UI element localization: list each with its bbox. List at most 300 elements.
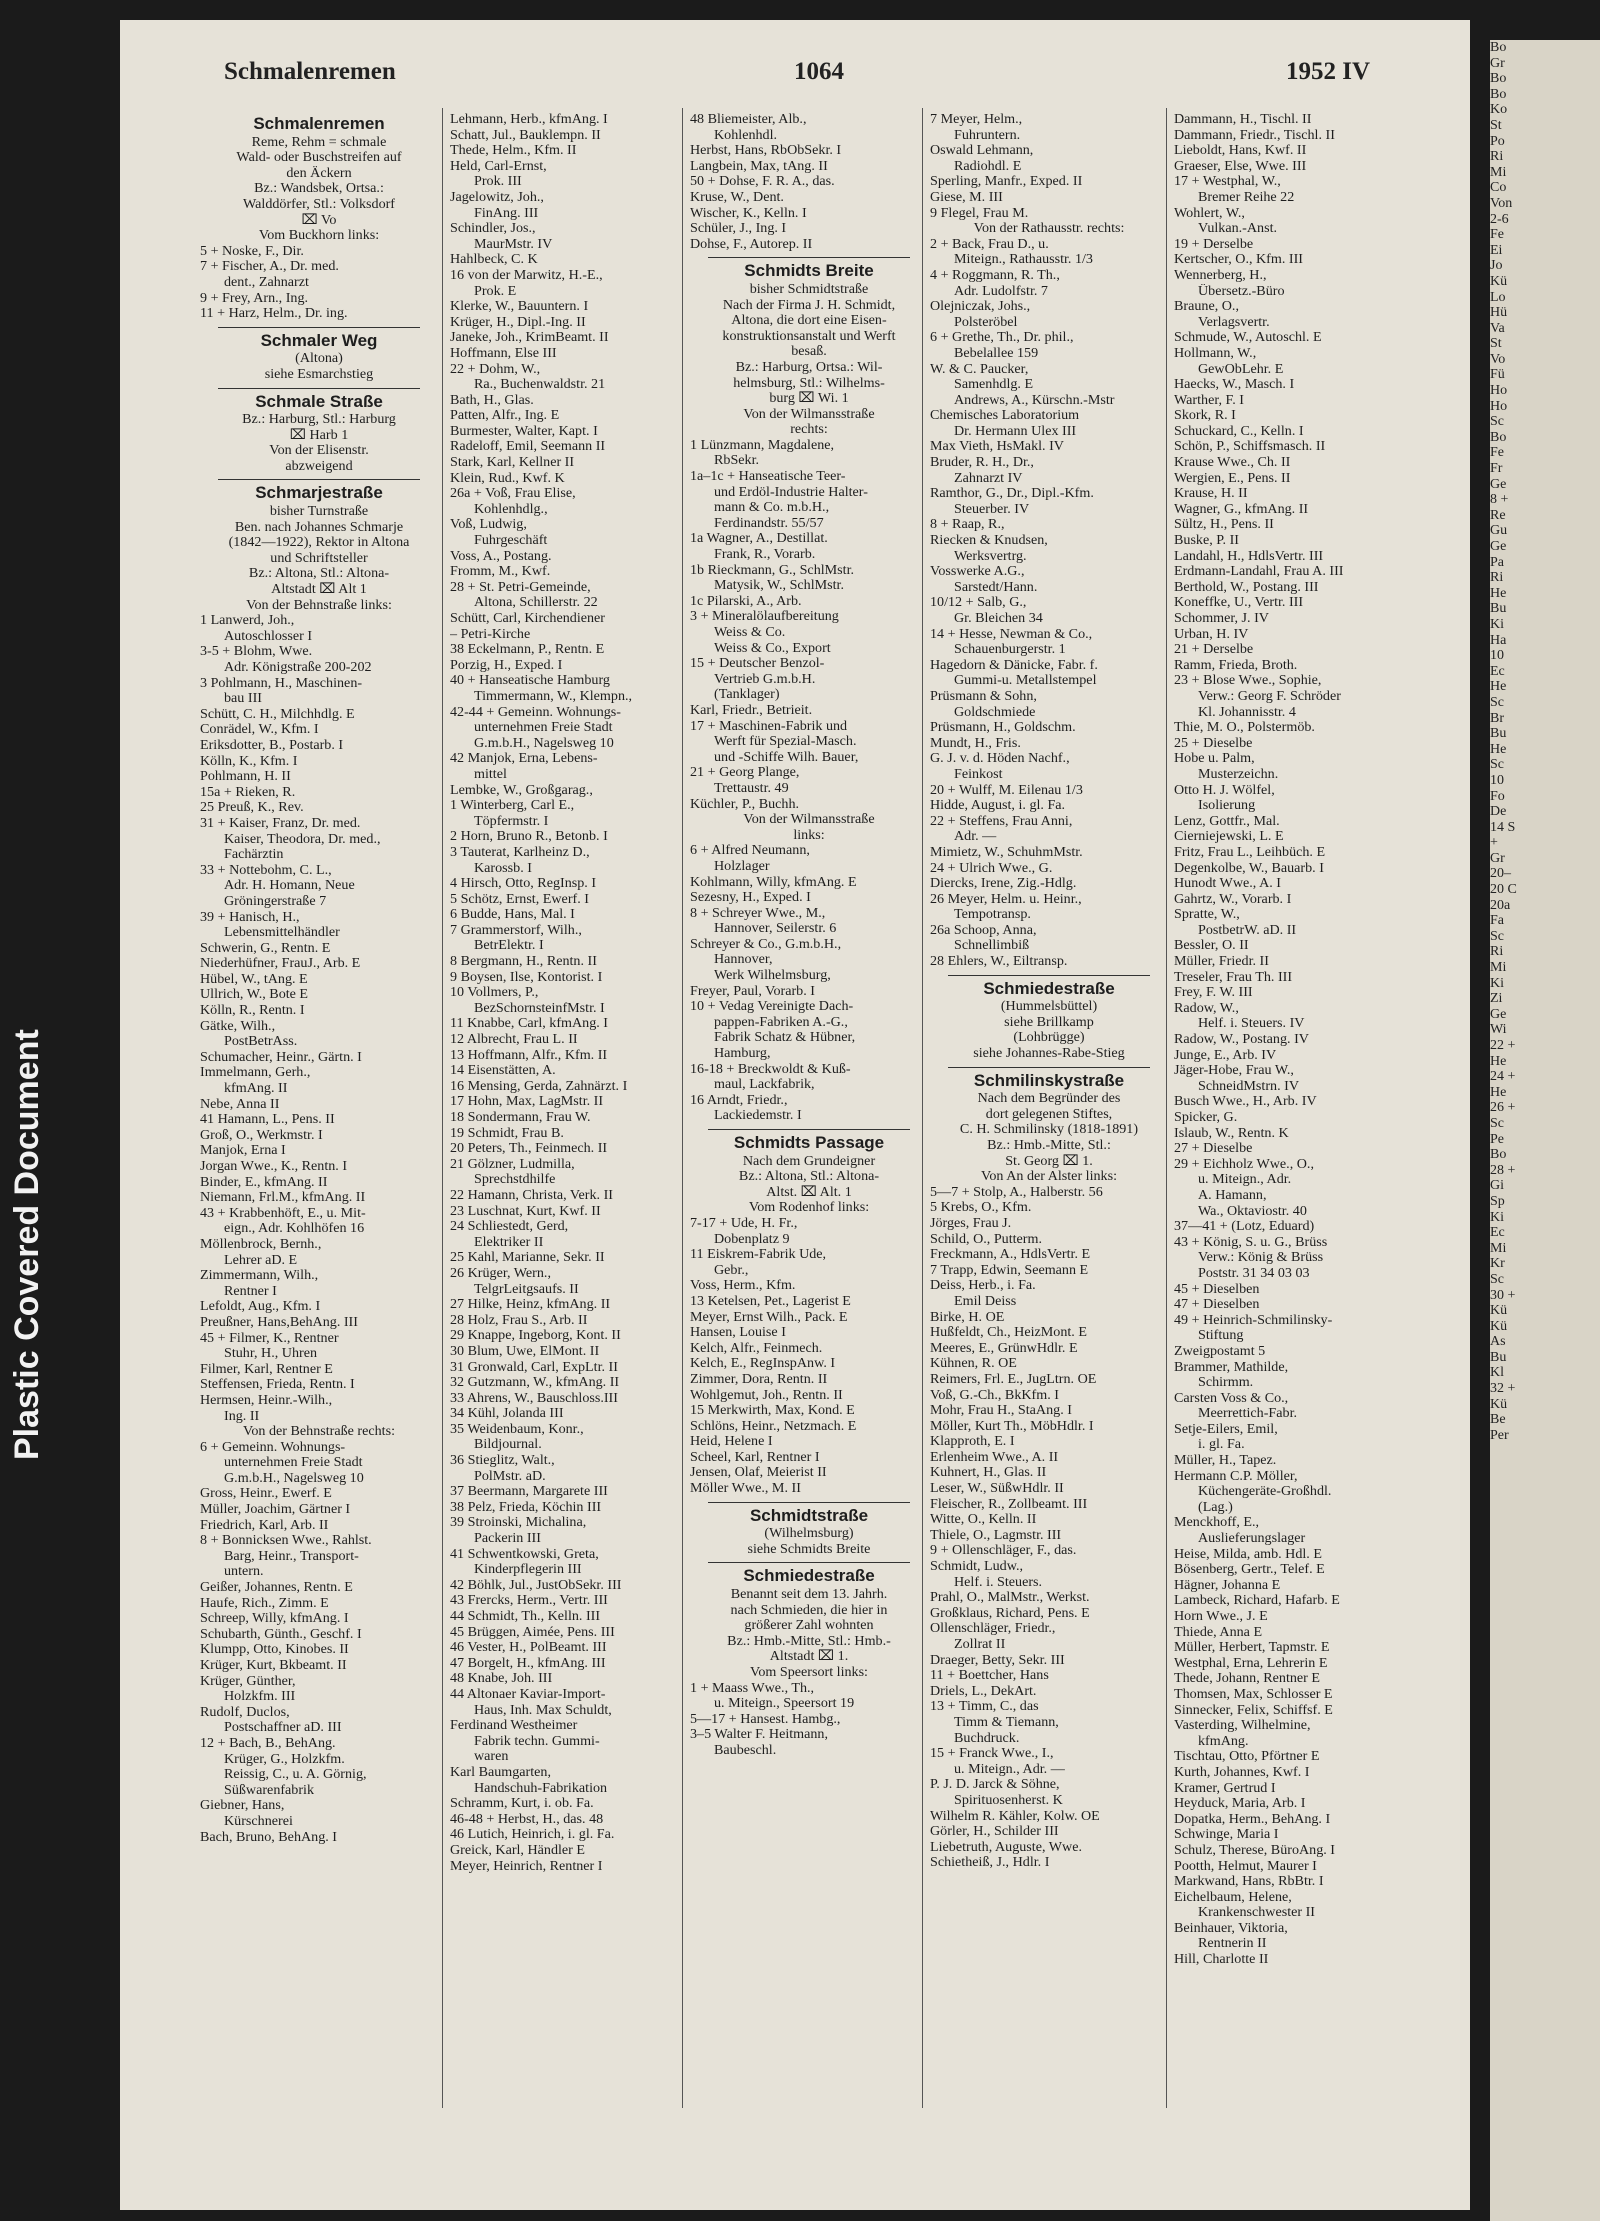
directory-entry: 19 Schmidt, Frau B. [450, 1125, 564, 1141]
directory-entry: 17 + Westphal, W., [1174, 174, 1281, 190]
directory-entry: Wischer, K., Kelln. I [690, 205, 807, 221]
directory-entry: Berthold, W., Postang. III [1174, 579, 1319, 595]
street-note: Bz.: Harburg, Stl.: Harburg [242, 412, 396, 428]
directory-entry: 28 Ehlers, W., Eiltransp. [930, 954, 1068, 970]
directory-entry: Timm & Tiemann, [954, 1714, 1059, 1730]
street-heading: Schmalenremen [253, 114, 385, 133]
directory-entry: Setje-Eilers, Emil, [1174, 1421, 1278, 1437]
section-rule [218, 479, 420, 480]
directory-entry: Andrews, A., Kürschn.-Mstr [954, 392, 1115, 408]
directory-entry: 17 + Maschinen-Fabrik und [690, 718, 848, 734]
directory-entry: Filmer, Karl, Rentner E [200, 1361, 333, 1377]
directory-entry: Kühnen, R. OE [930, 1356, 1017, 1372]
directory-entry: 43 + Krabbenhöft, E., u. Mit- [200, 1205, 366, 1221]
directory-entry: Gr. Bleichen 34 [954, 611, 1043, 626]
directory-entry: TelgrLeitgsaufs. II [474, 1281, 579, 1297]
directory-entry: Karl Baumgarten, [450, 1764, 551, 1780]
directory-entry: Schmude, W., Autoschl. E [1174, 330, 1322, 346]
edge-fragment: Ge [1490, 539, 1507, 554]
street-heading: Schmiedestraße [743, 1566, 875, 1586]
street-note: Bz.: Hmb.-Mitte, Stl.: Hmb.- [727, 1633, 891, 1649]
street-note: nach Schmieden, die hier in [730, 1602, 888, 1618]
directory-entry: Islaub, W., Rentn. K [1174, 1125, 1289, 1141]
directory-entry: 42-44 + Gemeinn. Wohnungs- [450, 704, 621, 720]
directory-entry: 9 Boysen, Ilse, Kontorist. I [450, 969, 603, 985]
edge-fragment: Bo [1490, 71, 1507, 87]
directory-entry: Dammann, H., Tischl. II [1174, 112, 1312, 127]
street-note: Von der Behnstraße links: [246, 597, 392, 613]
directory-entry: Thede, Johann, Rentner E [1174, 1671, 1320, 1687]
edge-fragment: He [1490, 679, 1507, 695]
directory-entry: 16-18 + Breckwoldt & Kuß- [690, 1061, 851, 1077]
directory-entry: Töpfermstr. I [474, 813, 549, 829]
directory-entry: 31 + Kaiser, Franz, Dr. med. [200, 815, 361, 831]
directory-entry: Stiftung [1198, 1328, 1244, 1344]
directory-entry: Schirmm. [1198, 1375, 1254, 1391]
directory-entry: Schwinge, Maria I [1174, 1827, 1279, 1843]
directory-entry: Heise, Milda, amb. Hdl. E [1174, 1546, 1322, 1562]
directory-entry: 5 Schötz, Ernst, Ewerf. I [450, 891, 589, 907]
directory-entry: 12 Albrecht, Frau L. II [450, 1032, 578, 1048]
directory-entry: 48 Knabe, Joh. III [450, 1671, 553, 1687]
edge-fragment: Mi [1490, 960, 1507, 976]
year-volume: 1952 IV [1286, 58, 1371, 85]
directory-entry: PolMstr. aD. [474, 1468, 546, 1484]
directory-entry: 44 Altonaer Kaviar-Import- [450, 1686, 606, 1702]
directory-entry: Weiss & Co. [714, 625, 786, 640]
street-note: Vom Speersort links: [750, 1665, 868, 1680]
directory-entry: eign., Adr. Kohlhöfen 16 [224, 1221, 365, 1237]
directory-entry: 44 Schmidt, Th., Kelln. III [450, 1609, 601, 1624]
directory-entry: Lebensmittelhändler [224, 925, 340, 941]
directory-entry: Bruder, R. H., Dr., [930, 455, 1034, 471]
directory-entry: Niemann, Frl.M., kfmAng. II [200, 1190, 366, 1206]
directory-entry: BezSchornsteinfMstr. I [474, 1000, 605, 1016]
directory-entry: Wergien, E., Pens. II [1174, 470, 1291, 486]
street-note: Bz.: Altona, Stl.: Altona- [738, 1169, 880, 1185]
directory-entry: 24 + Ulrich Wwe., G. [930, 860, 1053, 876]
directory-entry: 8 + Raap, R., [930, 517, 1005, 533]
directory-entry: Timmermann, W., Klempn., [474, 688, 633, 704]
directory-entry: Spratte, W., [1174, 907, 1240, 923]
edge-fragment: St [1490, 117, 1502, 133]
running-head-street: Schmalenremen [224, 58, 396, 85]
directory-entry: 28 Holz, Frau S., Arb. II [450, 1312, 588, 1328]
directory-entry: 16 Mensing, Gerda, Zahnärzt. I [450, 1078, 628, 1094]
directory-entry: 13 + Timm, C., das [930, 1699, 1039, 1715]
directory-entry: Küchler, P., Buchh. [690, 796, 800, 812]
directory-entry: 6 Budde, Hans, Mal. I [450, 907, 575, 923]
directory-entry: Nebe, Anna II [200, 1096, 280, 1112]
street-note: ⌧ Harb 1 [289, 427, 349, 443]
edge-fragment: Zi [1490, 991, 1503, 1007]
directory-entry: Landahl, H., HdlsVertr. III [1174, 548, 1324, 564]
next-page-edge [1490, 40, 1600, 2221]
directory-column-1 [200, 112, 438, 2112]
directory-entry: Hermsen, Heinr.-Wilh., [200, 1392, 333, 1408]
directory-entry: 18 Sondermann, Frau W. [450, 1110, 591, 1125]
edge-fragment: Sc [1490, 1115, 1504, 1131]
directory-entry: Schön, P., Schiffsmasch. II [1174, 439, 1326, 455]
directory-entry: Großklaus, Richard, Pens. E [930, 1605, 1090, 1621]
directory-entry: 35 Weidenbaum, Konr., [450, 1421, 584, 1437]
edge-fragment: Sp [1490, 1193, 1505, 1209]
section-rule [708, 1129, 910, 1130]
directory-entry: 14 + Hesse, Newman & Co., [930, 626, 1093, 642]
directory-entry: Sarstedt/Hann. [954, 579, 1038, 595]
directory-entry: kfmAng. II [224, 1081, 288, 1097]
street-note: St. Georg ⌧ 1. [1005, 1153, 1093, 1169]
directory-entry: Sinnecker, Felix, Schiffsf. E [1174, 1702, 1333, 1718]
edge-fragment: Fü [1490, 367, 1505, 383]
street-note: Von An der Alster links: [981, 1169, 1117, 1185]
directory-entry: Meyer, Heinrich, Rentner I [450, 1858, 603, 1874]
directory-entry: Riecken & Knudsen, [930, 533, 1048, 549]
directory-entry: Binder, E., kfmAng. II [200, 1174, 328, 1190]
directory-entry: PostbetrW. aD. II [1198, 922, 1297, 938]
directory-entry: Wennerberg, H., [1174, 267, 1267, 283]
directory-entry: 4 + Roggmann, R. Th., [930, 267, 1060, 283]
edge-fragment: Bu [1490, 601, 1507, 617]
directory-entry: Radiohdl. E [954, 158, 1022, 174]
edge-fragment: Ri [1490, 570, 1504, 586]
directory-entry: Hidde, August, i. gl. Fa. [930, 798, 1066, 814]
street-note: burg ⌧ Wi. 1 [769, 391, 849, 407]
directory-entry: Wa., Oktaviostr. 40 [1198, 1203, 1307, 1219]
directory-entry: 9 + Frey, Arn., Ing. [200, 290, 309, 306]
directory-entry: Klein, Rud., Kwf. K [450, 470, 565, 486]
directory-entry: Packerin III [474, 1531, 541, 1547]
directory-entry: 6 + Gemeinn. Wohnungs- [200, 1439, 346, 1455]
directory-entry: Carsten Voss & Co., [1174, 1390, 1289, 1406]
directory-entry: 25 Preuß, K., Rev. [200, 800, 304, 816]
directory-entry: 1c Pilarski, A., Arb. [690, 593, 802, 609]
directory-entry: 13 Hoffmann, Alfr., Kfm. II [450, 1047, 608, 1063]
directory-entry: Lenz, Gottfr., Mal. [1174, 813, 1280, 829]
street-note: siehe Esmarchstieg [264, 366, 374, 382]
directory-entry: G. J. v. d. Höden Nachf., [930, 751, 1070, 767]
directory-entry: Buske, P. II [1174, 533, 1239, 549]
directory-entry: u. Miteign., Speersort 19 [714, 1696, 855, 1712]
directory-entry: – Petri-Kirche [450, 626, 531, 642]
directory-entry: 50 + Dohse, F. R. A., das. [690, 174, 835, 190]
directory-entry: Vosswerke A.G., [930, 564, 1025, 580]
directory-entry: Stuhr, H., Uhren [224, 1346, 317, 1362]
directory-entry: Schatt, Jul., Bauklempn. II [450, 127, 601, 143]
directory-entry: 37—41 + (Lotz, Eduard) [1174, 1219, 1315, 1235]
directory-entry: Matysik, W., SchlMstr. [714, 578, 844, 594]
directory-entry: Gätke, Wilh., [200, 1018, 276, 1034]
directory-entry: Schramm, Kurt, i. ob. Fa. [450, 1796, 594, 1812]
directory-entry: Isolierung [1198, 798, 1256, 814]
directory-entry: Gummi-u. Metallstempel [954, 673, 1097, 689]
directory-entry: 17 Hohn, Max, LagMstr. II [450, 1094, 604, 1110]
directory-entry: Krüger, H., Dipl.-Ing. II [450, 314, 586, 330]
directory-entry: FinAng. III [474, 205, 539, 221]
directory-entry: Adr. — [954, 829, 997, 845]
directory-entry: Fuhrgeschäft [474, 533, 548, 549]
directory-entry: 1 + Maass Wwe., Th., [690, 1680, 815, 1696]
directory-entry: Warther, F. I [1174, 392, 1244, 408]
directory-entry: 1b Rieckmann, G., SchlMstr. [690, 562, 855, 578]
edge-fragment: Lo [1490, 289, 1506, 305]
directory-entry: Hannover, Seilerstr. 6 [714, 921, 837, 937]
directory-entry: Vertrieb G.m.b.H. [714, 671, 816, 687]
directory-entry: Prüsmann & Sohn, [930, 688, 1037, 704]
directory-entry: 36 Stieglitz, Walt., [450, 1453, 555, 1469]
edge-fragment: 14 S [1490, 819, 1516, 835]
directory-entry: Dobenplatz 9 [714, 1231, 790, 1247]
directory-entry: 42 Manjok, Erna, Lebens- [450, 751, 598, 767]
directory-entry: pappen-Fabriken A.-G., [714, 1014, 848, 1030]
street-heading: Schmidts Breite [744, 261, 874, 281]
edge-fragment: Kü [1490, 1318, 1508, 1334]
edge-fragment: Ha [1490, 632, 1507, 648]
directory-entry: Voss, A., Postang. [450, 548, 552, 564]
directory-entry: Niederhüfner, FrauJ., Arb. E [200, 956, 361, 972]
directory-entry: Poststr. 31 34 03 03 [1198, 1265, 1310, 1281]
directory-entry: Ferdinand Westheimer [450, 1718, 578, 1734]
edge-fragment: Gr [1490, 55, 1505, 71]
directory-entry: Porzig, H., Exped. I [450, 657, 563, 673]
directory-entry: Kohlenhdlg., [474, 501, 548, 517]
directory-entry: Mimietz, W., SchuhmMstr. [930, 844, 1083, 860]
column-divider [442, 108, 443, 2108]
directory-entry: Küchengeräte-Großhdl. [1198, 1484, 1332, 1500]
directory-entry: Horn Wwe., J. E [1174, 1609, 1268, 1624]
directory-entry: Verw.: Georg F. Schröder [1198, 688, 1341, 704]
edge-fragment: Va [1490, 320, 1505, 336]
directory-entry: Braune, O., [1174, 299, 1239, 315]
directory-entry: Helf. i. Steuers. [954, 1574, 1043, 1590]
edge-fragment: Po [1490, 133, 1505, 149]
street-note: größerer Zahl wohnten [744, 1618, 874, 1634]
directory-entry: kfmAng. [1198, 1733, 1249, 1749]
edge-fragment: Ki [1490, 616, 1504, 632]
street-note: Altona, die dort eine Eisen- [731, 313, 887, 329]
directory-entry: Postschaffner aD. III [224, 1720, 342, 1736]
directory-entry: 1 Lanwerd, Joh., [200, 613, 295, 629]
directory-entry: 1 Winterberg, Carl E., [450, 798, 575, 814]
directory-entry: Giese, M. III [930, 189, 1003, 205]
directory-entry: Schütt, C. H., Milchhdlg. E [200, 706, 355, 722]
edge-fragment: Pe [1490, 1131, 1504, 1147]
directory-entry: Verw.: König & Brüss [1198, 1250, 1324, 1266]
directory-entry: Fleischer, R., Zollbeamt. III [930, 1496, 1088, 1512]
street-note: (Hummelsbüttel) [1000, 999, 1098, 1015]
directory-entry: 11 Knabbe, Carl, kfmAng. I [450, 1016, 608, 1032]
directory-entry: 7 + Fischer, A., Dr. med. [200, 259, 339, 275]
directory-entry: 30 Blum, Uwe, ElMont. II [450, 1343, 600, 1359]
directory-entry: Hollmann, W., [1174, 345, 1257, 361]
directory-entry: Hahlbeck, C. K [450, 252, 538, 268]
directory-entry: Friedrich, Karl, Arb. II [200, 1517, 329, 1533]
directory-entry: Draeger, Betty, Sekr. III [930, 1652, 1065, 1668]
edge-fragment: Vo [1490, 351, 1506, 367]
directory-entry: 23 Luschnat, Kurt, Kwf. II [450, 1203, 601, 1219]
directory-entry: Freckmann, A., HdlsVertr. E [930, 1247, 1091, 1263]
street-note: Altst. ⌧ Alt. 1 [766, 1184, 852, 1200]
directory-entry: Birke, H. OE [930, 1309, 1005, 1325]
directory-entry: 38 Eckelmann, P., Rentn. E [450, 642, 605, 658]
directory-entry: P. J. D. Jarck & Söhne, [930, 1777, 1060, 1793]
directory-entry: Hermann C.P. Möller, [1174, 1468, 1298, 1484]
street-heading: Schmidtstraße [749, 1505, 869, 1525]
directory-entry: 12 + Bach, B., BehAng. [200, 1735, 336, 1751]
directory-entry: Trettaustr. 49 [714, 780, 789, 796]
street-note: C. H. Schmilinsky (1818-1891) [959, 1122, 1139, 1138]
directory-entry: 45 + Dieselben [1174, 1281, 1260, 1297]
directory-entry: Fritz, Frau L., Leihbüch. E [1174, 844, 1326, 860]
street-note: Vom Rodenhof links: [748, 1200, 870, 1216]
street-note: bisher Schmidtstraße [749, 281, 869, 297]
directory-entry: Immelmann, Gerh., [200, 1065, 311, 1081]
directory-entry: Jagelowitz, Joh., [450, 189, 544, 205]
directory-entry: 11 + Boettcher, Hans [930, 1668, 1049, 1684]
directory-entry: Wohlgemut, Joh., Rentn. II [690, 1387, 843, 1403]
directory-entry: 40 + Hanseatische Hamburg [450, 673, 610, 689]
directory-entry: Erlenheim Wwe., A. II [930, 1449, 1059, 1465]
directory-entry: 3 + Mineralölaufbereitung [690, 609, 839, 625]
directory-entry: Emil Deiss [954, 1293, 1017, 1309]
edge-fragment: 26 + [1490, 1100, 1516, 1116]
directory-entry: Fabrik techn. Gummi- [474, 1733, 600, 1749]
directory-entry: Janeke, Joh., KrimBeamt. II [450, 330, 609, 346]
directory-entry: Giebner, Hans, [200, 1798, 285, 1814]
directory-entry: Handschuh-Fabrikation [474, 1780, 608, 1796]
directory-entry: 3-5 + Blohm, Wwe. [200, 644, 313, 660]
edge-fragment: Per [1490, 1427, 1509, 1443]
directory-entry: u. Miteign., Adr. [1198, 1172, 1292, 1188]
directory-entry: Reimers, Frl. E., JugLtrn. OE [930, 1371, 1097, 1387]
edge-fragment: Ko [1490, 102, 1508, 118]
directory-entry: Kinderpflegerin III [474, 1562, 582, 1578]
edge-fragment: Bu [1490, 1349, 1507, 1365]
directory-entry: Jorgan Wwe., K., Rentn. I [200, 1159, 348, 1174]
edge-fragment: Ri [1490, 149, 1504, 165]
directory-entry: GewObLehr. E [1198, 361, 1284, 377]
directory-entry: 5 Krebs, O., Kfm. [930, 1200, 1032, 1216]
street-note: Bz.: Hmb.-Mitte, Stl.: [987, 1138, 1111, 1153]
edge-fragment: Fe [1490, 445, 1504, 461]
directory-entry: Patten, Alfr., Ing. E [450, 408, 560, 424]
directory-entry: MaurMstr. IV [474, 236, 553, 252]
directory-entry: 23 + Blose Wwe., Sophie, [1174, 673, 1322, 689]
directory-entry: 26a Schoop, Anna, [930, 922, 1037, 938]
directory-entry: 1a–1c + Hanseatische Teer- [690, 469, 846, 485]
directory-entry: 10/12 + Salb, G., [930, 595, 1027, 611]
directory-entry: Eriksdotter, B., Postarb. I [200, 737, 344, 753]
directory-entry: Schumacher, Heinr., Gärtn. I [200, 1049, 362, 1065]
edge-fragment: 10 [1490, 648, 1504, 664]
directory-entry: Weiss & Co., Export [714, 640, 831, 656]
directory-entry: Max Vieth, HsMakl. IV [930, 439, 1064, 455]
directory-entry: Brammer, Mathilde, [1174, 1359, 1289, 1375]
directory-entry: 32 Gutzmann, W., kfmAng. II [450, 1375, 620, 1391]
directory-entry: 20 Peters, Th., Feinmech. II [450, 1141, 608, 1157]
directory-entry: 21 Gölzner, Ludmilla, [450, 1156, 575, 1172]
directory-entry: und -Schiffe Wilh. Bauer, [714, 749, 859, 765]
directory-entry: Krause, H. II [1174, 486, 1248, 502]
directory-entry: Klumpp, Otto, Kinobes. II [200, 1642, 349, 1658]
street-heading: Schmilinskystraße [973, 1070, 1125, 1090]
street-note: (Wilhelmsburg) [764, 1526, 854, 1542]
directory-entry: Wagner, G., kfmAng. II [1174, 501, 1309, 517]
directory-entry: Kaiser, Theodora, Dr. med., [224, 831, 381, 847]
directory-entry: Adr. Königstraße 200-202 [224, 660, 372, 675]
directory-entry: A. Hamann, [1198, 1187, 1267, 1203]
directory-entry: Zimmermann, Wilh., [200, 1268, 319, 1284]
directory-entry: Hill, Charlotte II [1174, 1952, 1269, 1968]
directory-entry: Hußfeldt, Ch., HeizMont. E [930, 1325, 1087, 1341]
edge-fragment: Ki [1490, 975, 1504, 991]
directory-entry: Radeloff, Emil, Seemann II [450, 439, 606, 455]
directory-entry: 3–5 Walter F. Heitmann, [690, 1727, 828, 1743]
directory-entry: 37 Beermann, Margarete III [450, 1484, 608, 1500]
directory-entry: 28 + St. Petri-Gemeinde, [450, 579, 591, 595]
edge-fragment: De [1490, 804, 1507, 820]
directory-column-2 [450, 112, 688, 2112]
street-note: Nach dem Begründer des [977, 1091, 1121, 1107]
directory-entry: 8 + Bonnicksen Wwe., Rahlst. [200, 1533, 372, 1549]
directory-entry: Lehmann, Herb., kfmAng. I [450, 112, 608, 127]
directory-entry: Herbst, Hans, RbObSekr. I [690, 143, 842, 159]
directory-entry: Goldschmiede [954, 704, 1036, 720]
directory-entry: Kölln, K., Kfm. I [200, 753, 298, 769]
directory-entry: Stark, Karl, Kellner II [450, 455, 575, 471]
directory-entry: Pohlmann, H. II [200, 769, 291, 785]
directory-entry: 48 Bliemeister, Alb., [690, 112, 807, 127]
directory-entry: 26a + Voß, Frau Elise, [450, 486, 576, 502]
directory-entry: Kertscher, O., Kfm. III [1174, 252, 1303, 268]
directory-entry: Preußner, Hans,BehAng. III [200, 1314, 358, 1330]
directory-entry: Baubeschl. [714, 1742, 777, 1758]
directory-entry: Krankenschwester II [1198, 1905, 1316, 1921]
directory-entry: 47 Borgelt, H., kfmAng. III [450, 1655, 606, 1671]
street-note: und Schriftsteller [270, 550, 368, 566]
edge-fragment: Kü [1490, 1396, 1508, 1412]
directory-entry: Görler, H., Schilder III [930, 1824, 1059, 1840]
directory-entry: Adr. H. Homann, Neue [224, 878, 355, 894]
directory-entry: Beinhauer, Viktoria, [1174, 1920, 1288, 1936]
street-note: Nach dem Grundeigner [742, 1153, 876, 1169]
directory-entry: Lieboldt, Hans, Kwf. II [1174, 143, 1307, 159]
street-note: (Altona) [295, 351, 343, 367]
directory-entry: Feinkost [954, 766, 1003, 782]
directory-column-3 [690, 112, 928, 2112]
directory-entry: Holzkfm. III [224, 1689, 296, 1705]
directory-entry: 5 + Noske, F., Dir. [200, 243, 304, 259]
edge-fragment: Sc [1490, 414, 1504, 430]
directory-entry: Treseler, Frau Th. III [1174, 969, 1293, 985]
directory-entry: Schauenburgerstr. 1 [954, 642, 1066, 658]
directory-entry: Rentner I [224, 1283, 277, 1299]
directory-entry: Westphal, Erna, Lehrerin E [1174, 1655, 1328, 1671]
section-rule [708, 1502, 910, 1503]
edge-fragment: Gu [1490, 523, 1508, 539]
directory-entry: Hannover, [714, 952, 773, 968]
directory-entry: Werk Wilhelmsburg, [714, 968, 831, 984]
directory-entry: Barg, Heinr., Transport- [224, 1548, 359, 1564]
directory-entry: Pootth, Helmut, Maurer I [1174, 1858, 1317, 1874]
street-note: Wald- oder Buschstreifen auf [236, 150, 402, 166]
directory-entry: 21 + Derselbe [1174, 642, 1254, 658]
edge-fragment: Mi [1490, 164, 1507, 180]
directory-entry: Kramer, Gertrud I [1174, 1780, 1276, 1796]
edge-fragment: 20– [1490, 866, 1511, 882]
directory-entry: waren [474, 1749, 509, 1765]
edge-fragment: Fe [1490, 227, 1504, 243]
